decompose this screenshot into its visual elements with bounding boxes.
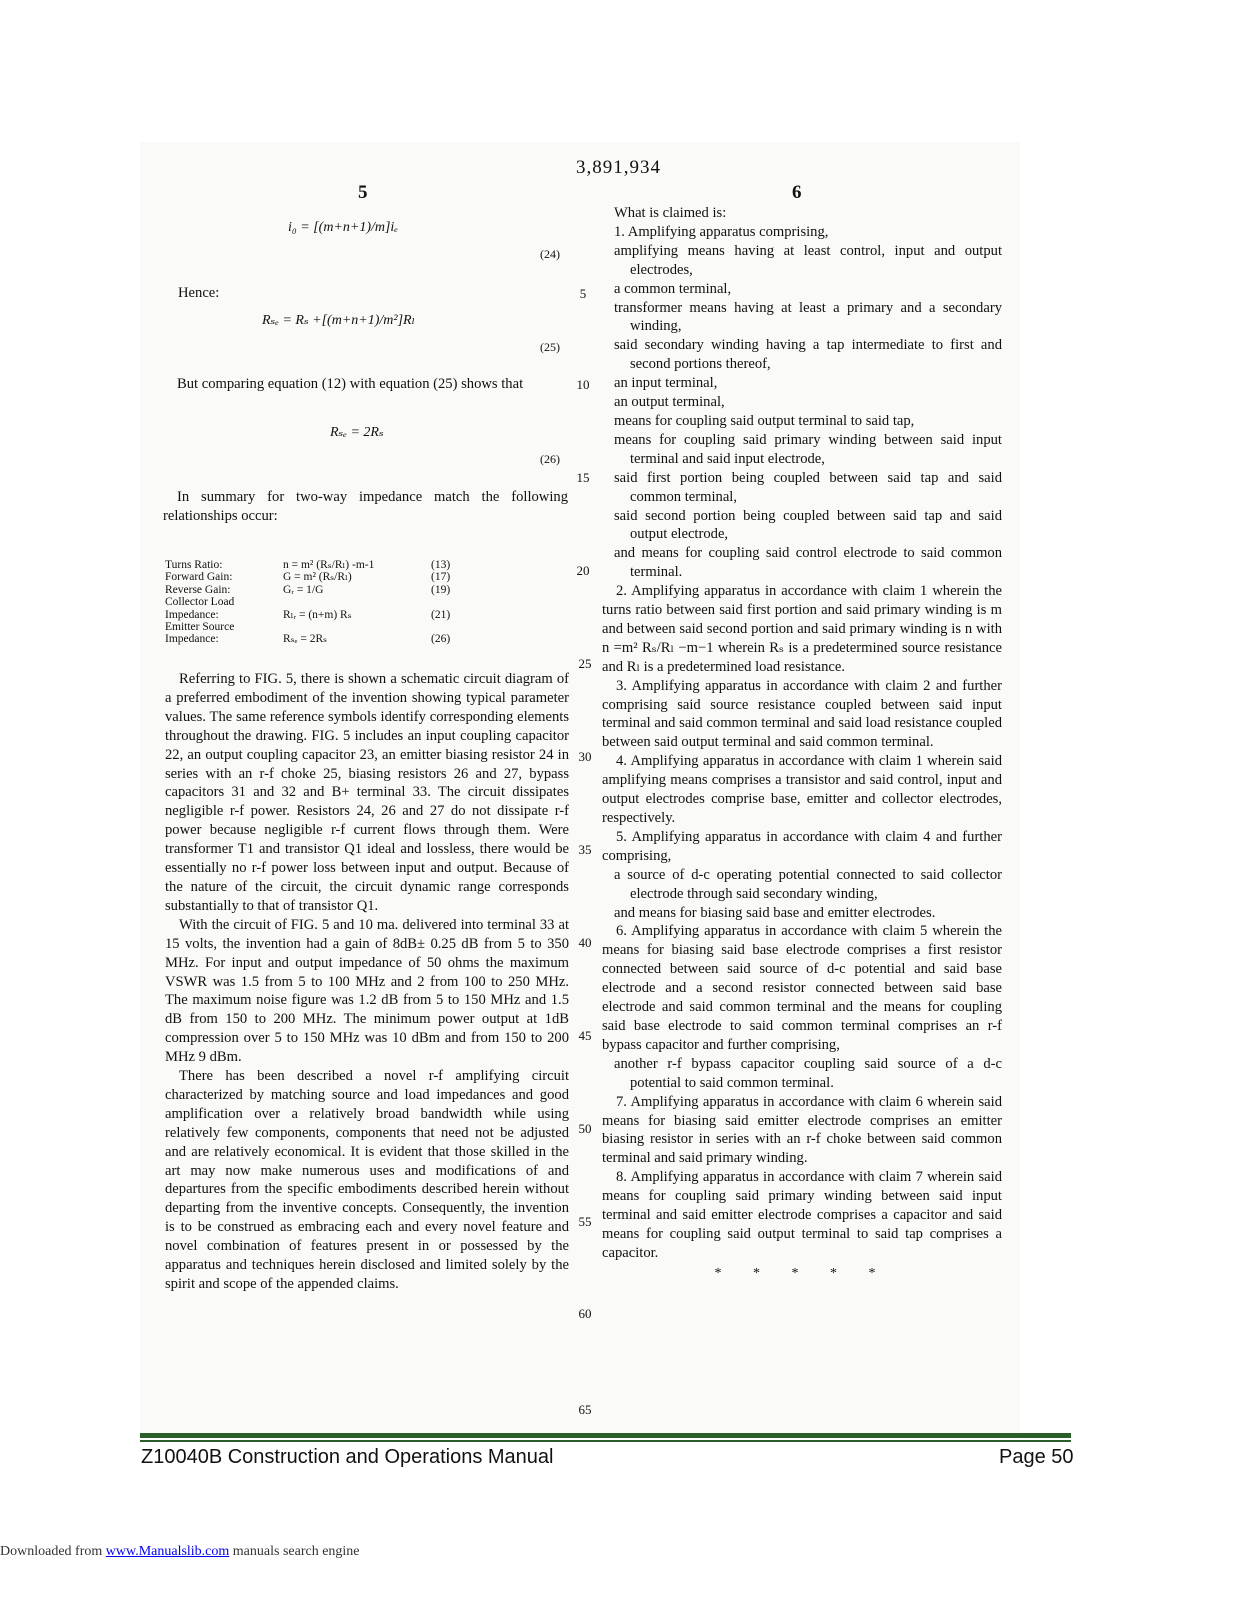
- conclusion-paragraph: There has been described a novel r-f amplifying circuit characterized by matching source and load impedances and good amplification over a relatively broad bandwidth while using relatively few components, components that need not be adjusted and are relatively economical. It is evident that those skilled in the art may now make numerous uses and modifications of and departures from the specific embodiments described herein without departing from the inventive concepts. Consequently, the invention is to be construed as embracing each and every novel feature and novel combination of features present in or possessed by the apparatus and techniques herein disclosed and limited solely by the spirit and scope of the appended claims.: [165, 1068, 569, 1292]
- summary-formula: n = m² (Rₛ/Rₗ) -m-1: [283, 559, 375, 571]
- summary-formula: Rₗᵣ = (n+m) Rₛ: [283, 608, 352, 621]
- summary-intro-text: In summary for two-way impedance match the following relationships occur:: [163, 489, 568, 524]
- summary-label: Reverse Gain:: [165, 583, 231, 596]
- manualslib-link[interactable]: www.Manualslib.com: [105, 1544, 230, 1559]
- summary-label: Forward Gain:: [165, 571, 233, 584]
- line-number: 45: [578, 1028, 592, 1043]
- claim-6-item: another r-f bypass capacitor coupling said source of a d-c potential to said common terminal.: [614, 1055, 1002, 1091]
- equation-26-number: (26): [540, 452, 560, 466]
- line-number: 60: [578, 1306, 592, 1321]
- download-notice: [0, 1544, 360, 1560]
- claim-3: 3. Amplifying apparatus in accordance with claim 2 and further comprising said source resistance coupled between said input terminal and said common terminal and said load resistance coupled between said output terminal and said common terminal.: [602, 677, 1002, 751]
- claim-1-item: said second portion being coupled between said tap and said output electrode,: [614, 507, 1002, 543]
- claim-1-item: transformer means having at least a primary and a secondary winding,: [614, 299, 1002, 335]
- summary-row: [165, 633, 450, 645]
- line-number: 30: [578, 749, 592, 764]
- footer-rule-thin: [140, 1440, 1071, 1442]
- footer-rule-thick: [140, 1433, 1071, 1438]
- comparison-paragraph: [163, 375, 568, 394]
- summary-row: [165, 559, 450, 571]
- claim-1-item: means for coupling said output terminal to said tap,: [614, 412, 915, 429]
- summary-row: [165, 621, 450, 633]
- summary-label: Collector Load: [165, 596, 235, 609]
- equation-24-number: (24): [540, 247, 560, 261]
- claim-4: 4. Amplifying apparatus in accordance with claim 1 wherein said amplifying means comprises a transistor and said control, input and output electrodes comprise base, emitter and collector electrodes, respectively.: [602, 753, 1002, 826]
- summary-formula: [283, 621, 431, 633]
- summary-row: [165, 596, 450, 608]
- claim-1-item: an output terminal,: [614, 394, 725, 411]
- equation-26: Rₛₑ = 2Rₛ: [330, 425, 384, 440]
- summary-formula: Rₛₑ = 2Rₛ: [283, 633, 328, 646]
- line-number: 15: [576, 470, 590, 485]
- summary-formula: [283, 596, 431, 608]
- line-number: 50: [578, 1121, 592, 1136]
- summary-eq-number: (26): [431, 633, 451, 646]
- left-column-number: 5: [358, 182, 368, 203]
- summary-label: Turns Ratio:: [165, 559, 223, 571]
- patent-number: 3,891,934: [576, 157, 661, 178]
- claim-1-item: amplifying means having at least control, input and output electrodes,: [614, 242, 1002, 278]
- claims-section: [602, 204, 1002, 1284]
- download-suffix: manuals search engine: [229, 1544, 360, 1559]
- claim-1-item: an input terminal,: [614, 375, 718, 392]
- right-column-number: 6: [792, 182, 802, 203]
- page-number: Page 50: [999, 1446, 1074, 1468]
- download-prefix: Downloaded from: [0, 1544, 106, 1559]
- claim-1-item: said secondary winding having a tap intermediate to first and second portions thereof,: [614, 337, 1002, 373]
- line-number: 40: [578, 935, 592, 950]
- line-number: 20: [576, 563, 590, 578]
- claim-1-item: said first portion being coupled between said tap and said common terminal,: [614, 469, 1002, 505]
- summary-eq-number: (17): [431, 571, 451, 584]
- summary-eq-number: [431, 621, 450, 633]
- claim-1: 1. Amplifying apparatus comprising,: [614, 223, 829, 240]
- summary-label: Impedance:: [165, 633, 219, 646]
- equation-24: i₀ = [(m+n+1)/m]iₑ: [288, 220, 398, 235]
- comparison-text: But comparing equation (12) with equation (25) shows that: [177, 376, 524, 392]
- summary-eq-number: (19): [431, 583, 451, 596]
- equation-25-number: (25): [540, 340, 560, 354]
- summary-formula: G = m² (Rₛ/Rₗ): [283, 571, 352, 584]
- summary-eq-number: [431, 596, 450, 608]
- end-of-claims-marks: * * * * *: [714, 1265, 890, 1281]
- summary-table: [165, 559, 450, 646]
- description-body: [165, 670, 569, 1294]
- claim-1-item: a common terminal,: [614, 280, 732, 297]
- summary-eq-number: (13): [431, 559, 451, 571]
- summary-row: [165, 584, 450, 596]
- fig5-paragraph: Referring to FIG. 5, there is shown a schematic circuit diagram of a preferred embodiment of the invention showing typical parameter values. The same reference symbols identify corresponding elements throughout the drawing. FIG. 5 includes an input coupling capacitor 22, an output coupling capacitor 23, an emitter biasing resistor 24 in series with an r-f choke 25, biasing resistors 26 and 27, bypass capacitors 31 and 32 and B+ terminal 33. The circuit dissipates negligible r-f power. Resistors 24, 26 and 27 do not dissipate r-f power because negligible r-f current flows through them. Were transformer T1 and transistor Q1 ideal and lossless, there would be essentially no r-f power loss between input and output. Because of the nature of the circuit, the circuit dynamic range corresponds substantially to that of transistor Q1.: [165, 671, 569, 914]
- claim-7: 7. Amplifying apparatus in accordance with claim 6 wherein said means for biasing said emitter electrode comprises an emitter biasing resistor in series with an r-f choke between said common terminal and said primary winding.: [602, 1093, 1002, 1167]
- summary-label: Impedance:: [165, 608, 219, 621]
- manual-title: Z10040B Construction and Operations Manual: [141, 1446, 554, 1468]
- claim-6: 6. Amplifying apparatus in accordance with claim 5 wherein the means for biasing said base electrode comprises a first resistor connected between said source of d-c potential and said base electrode and a second resistor connected between said base electrode and said common terminal and the means for coupling said base electrode to said common terminal comprises an r-f bypass capacitor and further comprising,: [602, 923, 1002, 1053]
- summary-intro-paragraph: [163, 488, 568, 526]
- summary-eq-number: (21): [431, 608, 451, 621]
- line-number: 25: [578, 656, 592, 671]
- line-number: 5: [579, 286, 587, 301]
- equation-25: Rₛₑ = Rₛ +[(m+n+1)/m²]Rₗ: [262, 313, 415, 328]
- claims-heading: What is claimed is:: [614, 205, 727, 221]
- summary-label: Emitter Source: [165, 621, 235, 634]
- claim-5: 5. Amplifying apparatus in accordance with claim 4 and further comprising,: [602, 828, 1002, 864]
- line-number: 65: [578, 1402, 592, 1417]
- claim-5-item: a source of d-c operating potential connected to said collector electrode through said secondary winding,: [614, 866, 1002, 902]
- claim-2: 2. Amplifying apparatus in accordance with claim 1 wherein the turns ratio between said first portion and said primary winding is m and between said second portion and said primary winding is n with n =m² Rₛ/Rₗ −m−1 wherein Rₛ is a predetermined source resistance and Rₗ is a predetermined load resistance.: [602, 583, 1002, 675]
- line-number: 35: [578, 842, 592, 857]
- line-number: 10: [576, 377, 590, 392]
- summary-formula: Gᵣ = 1/G: [283, 583, 324, 596]
- summary-row: [165, 609, 450, 621]
- line-number: 55: [578, 1214, 592, 1229]
- claim-5-item: and means for biasing said base and emitter electrodes.: [614, 904, 936, 921]
- summary-row: [165, 571, 450, 583]
- claim-1-item: and means for coupling said control electrode to said common terminal.: [614, 545, 1002, 581]
- claim-1-item: means for coupling said primary winding between said input terminal and said input electrode,: [614, 431, 1002, 467]
- hence-label: Hence:: [178, 285, 220, 301]
- results-paragraph: With the circuit of FIG. 5 and 10 ma. delivered into terminal 33 at 15 volts, the invention had a gain of 8dB± 0.25 dB from 5 to 350 MHz. For input and output impedance of 50 ohms the maximum VSWR was 1.5 from 5 to 100 MHz and 2 from 100 to 250 MHz. The maximum noise figure was 1.2 dB from 5 to 150 MHz and 1.5 dB from 150 to 200 MHz. The minimum power output at 1dB compression over 5 to 150 MHz was 10 dBm and from 150 to 200 MHz 9 dBm.: [165, 916, 569, 1066]
- claim-8: 8. Amplifying apparatus in accordance with claim 7 wherein said means for coupling said primary winding between said input terminal and said emitter electrode comprises a capacitor and said means for coupling said output terminal to said tap comprises a capacitor.: [602, 1169, 1002, 1261]
